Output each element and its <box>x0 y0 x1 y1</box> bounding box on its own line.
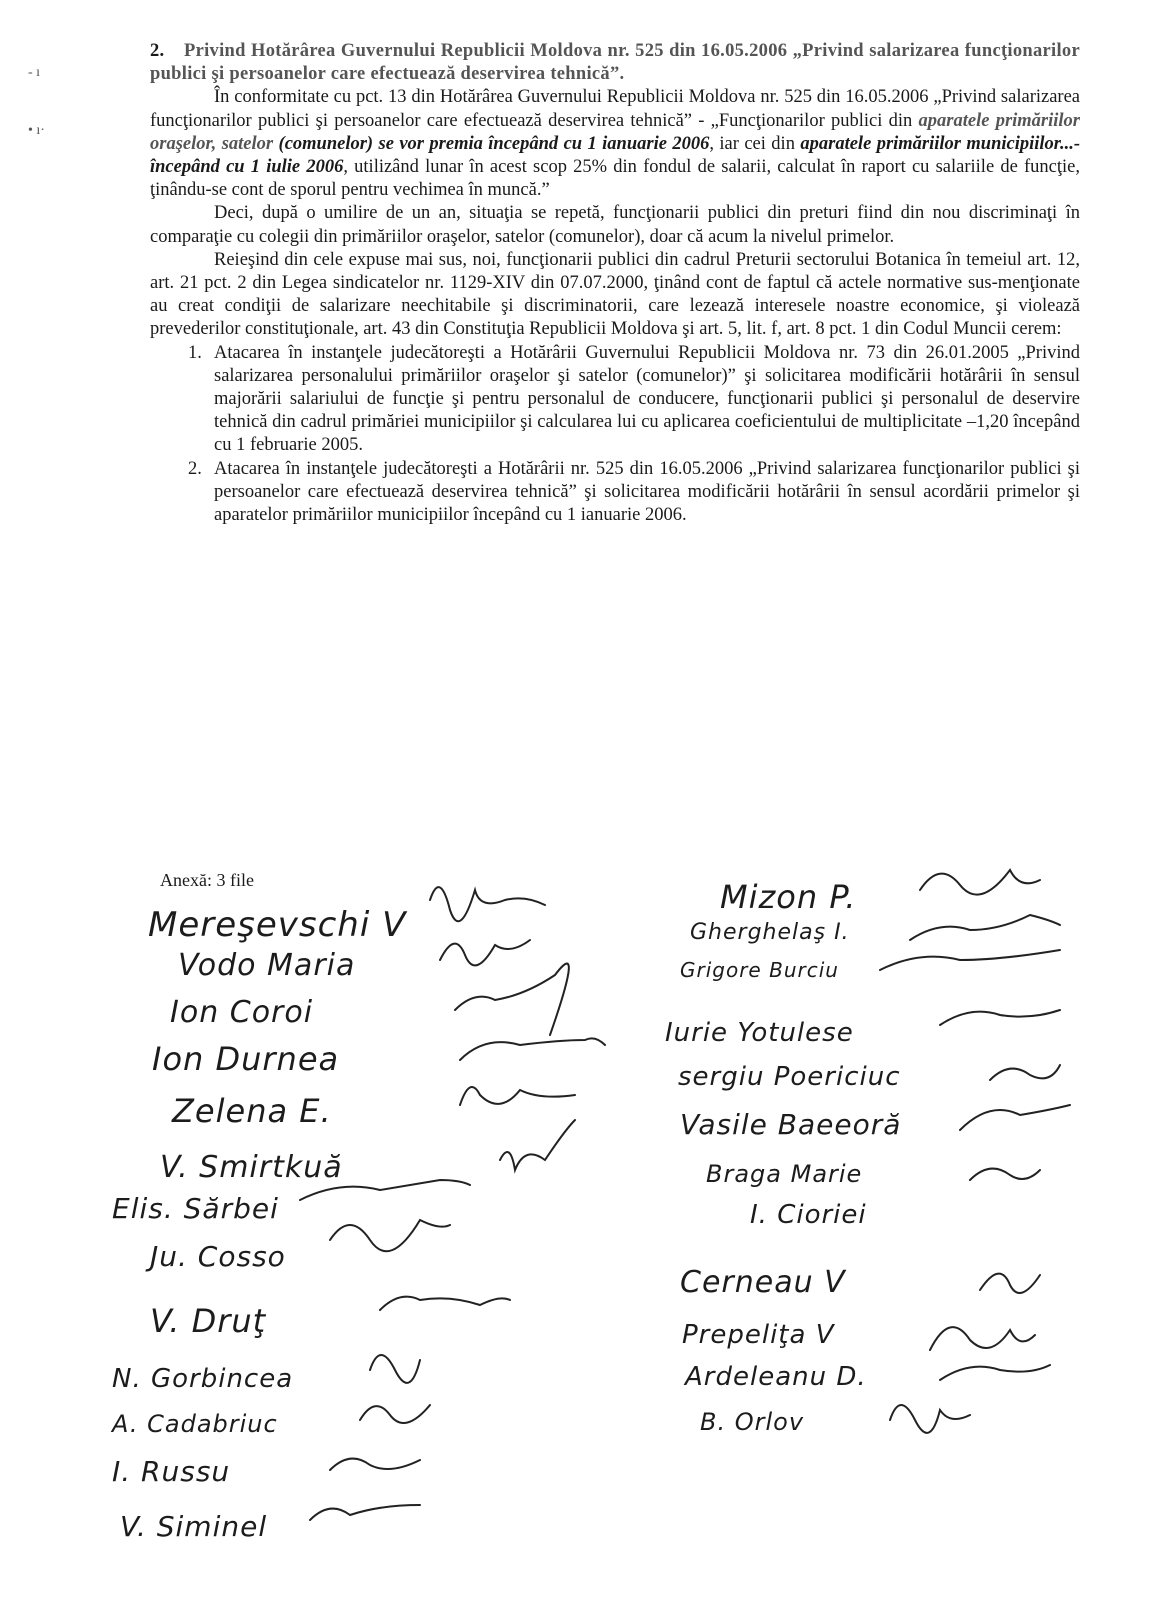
signature-mark <box>940 1010 1060 1025</box>
section-number: 2. <box>150 41 165 61</box>
signature-name: A. Cadabriuc <box>112 1410 278 1438</box>
signature-name: Vodo Maria <box>178 948 356 983</box>
signature-mark <box>890 1405 970 1433</box>
signature-name: Iurie Yotulese <box>665 1018 854 1048</box>
demands-list <box>150 342 1080 528</box>
signature-mark <box>300 1180 470 1200</box>
signature-mark <box>960 1105 1070 1130</box>
signature-mark <box>455 964 569 1035</box>
signature-mark <box>880 950 1060 970</box>
demand-item <box>188 342 1080 458</box>
signature-mark <box>920 870 1040 895</box>
margin-marks <box>28 44 45 160</box>
signature-name: Ardeleanu D. <box>685 1362 867 1392</box>
signature-name: Elis. Sărbei <box>112 1192 279 1225</box>
document-body <box>150 40 1080 527</box>
signature-mark <box>460 1087 575 1105</box>
signature-name: V. Siminel <box>120 1510 268 1543</box>
signature-name: Zelena E. <box>172 1092 332 1130</box>
paragraph-3: Reieşind din cele expuse mai sus, noi, funcţionarii publici din cadrul Preturii sectorului Botanica în temeiul art. 12, art. 21 pct. 2 din Legea sindicatelor nr. 1129-XIV din 07.07.2000, ţinând cont de faptul că actele normative sus-menţionate au creat condiţii de salarizare neechitabile şi discriminatorii, care lezează interesele noastre economice, şi violează prevederilor constituţionale, art. 43 din Constituţia Republicii Moldova şi art. 5, lit. f, art. 8 pct. 1 din Codul Muncii cerem: <box>150 249 1080 340</box>
signature-mark <box>330 1459 420 1470</box>
signature-name: Mizon P. <box>720 878 857 916</box>
signature-name: V. Druţ <box>150 1302 267 1340</box>
signature-mark <box>330 1220 450 1251</box>
signature-mark <box>360 1405 430 1423</box>
signature-name: Braga Marie <box>706 1160 863 1188</box>
annex-note: Anexă: 3 file <box>160 870 254 890</box>
signature-name: Grigore Burciu <box>680 958 839 982</box>
section-title: Privind Hotărârea Guvernului Republicii Moldova nr. 525 din 16.05.2006 „Privind salarizarea funcţionarilor publici şi persoanelor care efectuează deservirea tehnică”. <box>150 41 1080 85</box>
margin-mark: - ı <box>28 65 41 80</box>
signature-mark <box>380 1297 510 1310</box>
signature-mark <box>370 1355 420 1383</box>
signature-mark <box>930 1327 1035 1350</box>
paragraph-1-tail: , utilizând lunar în acest scop 25% din fondul de salarii, calculat în raport cu salariile de funcţie, ţinându-se cont de sporul pentru vechimea în muncă.” <box>150 157 1080 201</box>
signature-name: N. Gorbincea <box>112 1364 294 1394</box>
signature-mark <box>440 940 530 965</box>
signature-name: Ion Durnea <box>152 1040 340 1078</box>
signature-name: V. Smirtkuă <box>160 1150 343 1185</box>
signature-name: B. Orlov <box>700 1408 805 1436</box>
signature-mark <box>430 887 545 921</box>
paragraph-1-emphasis-1: aparatele primăriilor oraşelor, satelor <box>150 110 1080 154</box>
signature-name: Prepeliţa V <box>682 1320 835 1350</box>
margin-mark: • ı· <box>28 123 45 138</box>
signature-mark <box>970 1169 1040 1180</box>
paragraph-1-emphasis-2: (comunelor) se vor premia începând cu 1 ianuarie 2006 <box>278 133 710 154</box>
signature-name: I. Russu <box>112 1455 231 1488</box>
signature-name: Cerneau V <box>680 1265 846 1300</box>
signature-name: Vasile Baeeoră <box>680 1108 902 1141</box>
signature-mark <box>990 1065 1060 1080</box>
signature-mark <box>980 1274 1040 1293</box>
signature-mark <box>910 915 1060 940</box>
signature-name: I. Cioriei <box>750 1200 867 1230</box>
signature-name: Mereşevschi V <box>148 905 407 945</box>
signature-mark <box>460 1038 605 1060</box>
paragraph-1-emphasis-3: aparatele primăriilor municipiilor...- începând cu 1 iulie 2006 <box>150 133 1081 178</box>
demand-text: Atacarea în instanţele judecătoreşti a Hotărârii nr. 525 din 16.05.2006 „Privind salarizarea funcţionarilor publici şi persoanelor care efectuează deservirea tehnică” şi solicitarea modificării hotărârii în sensul acordării primelor şi aparatelor primăriilor municipiilor începând cu 1 ianuarie 2006. <box>214 458 1080 526</box>
signature-name: sergiu Poericiuc <box>678 1062 901 1092</box>
section-heading <box>150 40 1080 86</box>
signature-scribbles <box>0 860 1163 1580</box>
demand-number: 2. <box>188 458 202 479</box>
paragraph-1-lead: În conformitate cu pct. 13 din Hotărârea Guvernului Republicii Moldova nr. 525 din 16.05.2006 „Privind salarizarea funcţionarilor publici şi persoanelor care efectuează deservirea tehnică” - „Funcţionarilor publici din <box>150 87 1080 131</box>
paragraph-1 <box>150 86 1080 202</box>
demand-number: 1. <box>188 342 202 363</box>
signature-name: Ju. Cosso <box>150 1240 286 1273</box>
signature-mark <box>500 1120 575 1170</box>
signature-mark <box>310 1505 420 1520</box>
signature-name: Ion Coroi <box>170 995 314 1030</box>
paragraph-1-mid: , iar cei din <box>709 133 801 154</box>
demand-text: Atacarea în instanţele judecătoreşti a Hotărârii Guvernului Republicii Moldova nr. 73 din 26.01.2005 „Privind salarizarea personalului primăriilor oraşelor şi satelor (comunelor)” şi solicitarea modificării hotărârii în sensul majorării salariului de funcţie şi pentru personalul de conducere, funcţionarii publici şi personalul de deservire tehnică din cadrul primăriei municipiilor şi calcularea lui cu aplicarea coeficientului de multiplicitate –1,20 începând cu 1 februarie 2005. <box>214 342 1080 456</box>
paragraph-2: Deci, după o umilire de un an, situaţia se repetă, funcţionarii publici din preturi fiind din nou discriminaţi în comparaţie cu colegii din primăriilor oraşelor, satelor (comunelor), doar că acum la nivelul primelor. <box>150 203 1080 247</box>
signature-name: Gherghelaş I. <box>690 920 850 945</box>
signature-mark <box>940 1365 1050 1380</box>
demand-item <box>188 458 1080 528</box>
